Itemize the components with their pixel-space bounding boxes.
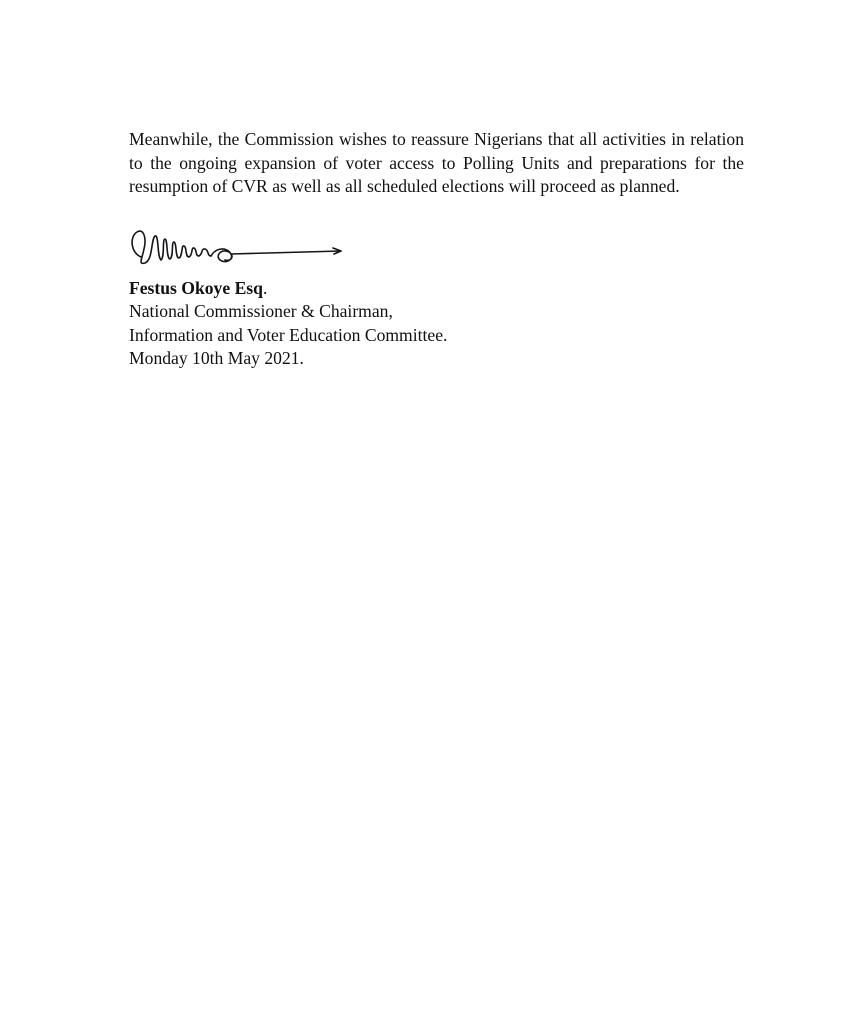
handwritten-signature xyxy=(127,227,347,273)
signatory-title-line-2: Information and Voter Education Committee. xyxy=(129,324,448,345)
document-date: Monday 10th May 2021. xyxy=(129,348,304,368)
signatory-title-line-1: National Commissioner & Chairman, xyxy=(129,301,393,321)
signatory-name-line xyxy=(129,277,744,301)
document-content xyxy=(129,128,744,371)
signature-block xyxy=(129,277,744,371)
signatory-name-punctuation: . xyxy=(262,277,268,298)
signatory-name: Festus Okoye Esq xyxy=(129,277,263,298)
body-paragraph: Meanwhile, the Commission wishes to reassure Nigerians that all activities in relation to the ongoing expansion of voter access to Polling Units and preparations for the resumption of CVR as well as all scheduled elections will proceed as planned. xyxy=(129,129,744,196)
